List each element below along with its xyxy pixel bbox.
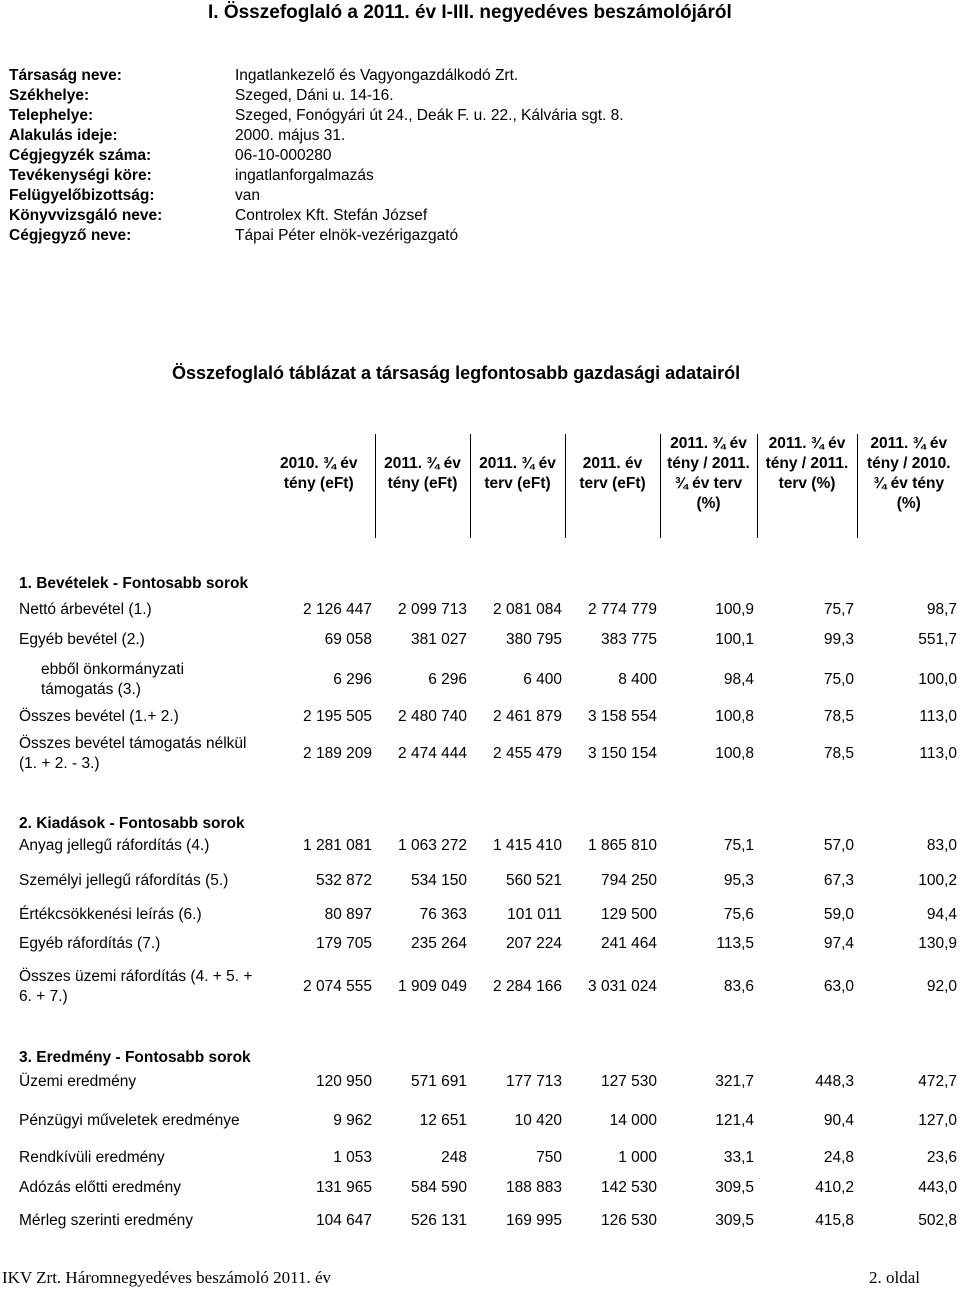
cell: 6 296: [428, 671, 467, 688]
cell: 415,8: [815, 1212, 854, 1229]
section-label: 1. Bevételek - Fontosabb sorok: [19, 575, 249, 592]
info-value: Ingatlankezelő és Vagyongazdálkodó Zrt.: [235, 67, 519, 84]
table-row: [16, 1146, 960, 1170]
cell: 92,0: [926, 978, 957, 995]
info-row: [9, 146, 624, 166]
page-title: I. Összefoglaló a 2011. év I-III. negyedéves beszámolójáról: [208, 2, 732, 23]
column-header: 2011. ¾ év tény / 2011. ¾ év terv (%): [660, 434, 757, 538]
cell: 526 131: [410, 1212, 467, 1229]
cell: 6 400: [523, 671, 562, 688]
column-header: 2011. ¾ év tény / 2010. ¾ év tény (%): [857, 434, 960, 538]
row-label: Összes bevétel (1.+ 2.): [19, 708, 179, 725]
cell: 130,9: [918, 935, 957, 952]
info-value: van: [235, 187, 260, 204]
cell: 113,5: [716, 935, 754, 952]
table-row: [16, 625, 960, 655]
column-header: 2011. ¾ év tény (eFt): [375, 434, 470, 538]
info-value: 2000. május 31.: [235, 127, 346, 144]
cell: 100,9: [715, 600, 754, 618]
column-header: 2010. ¾ év tény (eFt): [279, 455, 358, 492]
footer-page-number: 2. oldal: [869, 1268, 920, 1287]
cell: 551,7: [918, 631, 957, 648]
row-label: Összes üzemi ráfordítás (4. + 5. + 6. + 7.): [19, 968, 253, 1005]
info-row: [9, 126, 624, 146]
section-label: 2. Kiadások - Fontosabb sorok: [19, 815, 245, 832]
row-label: Pénzügyi műveletek eredménye: [19, 1112, 240, 1129]
cell: 75,0: [823, 671, 854, 688]
cell: 127,0: [918, 1112, 957, 1129]
info-label: Cégjegyző neve:: [9, 227, 132, 244]
info-label: Telephelye:: [9, 107, 94, 124]
header-row: [16, 434, 960, 538]
cell: 3 158 554: [588, 708, 657, 725]
cell: 23,6: [926, 1149, 957, 1166]
table-row: [16, 1170, 960, 1206]
cell: 100,8: [715, 708, 754, 725]
table-title: Összefoglaló táblázat a társaság legfontosabb gazdasági adatairól: [172, 363, 741, 383]
cell: 309,5: [715, 1179, 754, 1196]
cell: 1 063 272: [398, 837, 467, 854]
table-row: [16, 1206, 960, 1236]
cell: 1 865 810: [588, 837, 657, 854]
cell: 80 897: [324, 906, 372, 923]
info-row: [9, 86, 624, 106]
cell: 241 464: [600, 935, 657, 952]
cell: 177 713: [505, 1073, 562, 1090]
cell: 2 126 447: [303, 600, 372, 618]
table-row: [16, 594, 960, 625]
info-value: Szeged, Dáni u. 14-16.: [235, 87, 394, 104]
cell: 2 284 166: [493, 978, 562, 995]
cell: 571 691: [410, 1073, 467, 1090]
info-label: Alakulás ideje:: [9, 127, 118, 144]
cell: 90,4: [823, 1112, 854, 1129]
cell: 2 081 084: [493, 600, 562, 618]
info-label: Könyvvizsgáló neve:: [9, 207, 163, 224]
info-label: Tevékenységi köre:: [9, 167, 152, 184]
info-value: 06-10-000280: [235, 147, 332, 164]
info-row: [9, 106, 624, 126]
table-row: [16, 1096, 960, 1146]
info-row: [9, 166, 624, 186]
cell: 2 074 555: [303, 978, 372, 995]
row-label: Nettó árbevétel (1.): [19, 600, 152, 618]
cell: 179 705: [315, 935, 372, 952]
cell: 121,4: [715, 1112, 754, 1129]
cell: 14 000: [609, 1112, 657, 1129]
table-row: [16, 904, 960, 926]
cell: 502,8: [918, 1212, 957, 1229]
section-label: 3. Eredmény - Fontosabb sorok: [19, 1049, 251, 1066]
company-info: [9, 66, 624, 246]
cell: 2 195 505: [303, 708, 372, 725]
row-label: ebből önkormányzati támogatás (3.): [41, 661, 185, 698]
column-header: 2011. ¾ év terv (eFt): [470, 434, 565, 538]
column-header: 2011. ¾ év tény / 2011. terv (%): [757, 434, 857, 538]
info-value: Tápai Péter elnök-vezérigazgató: [235, 227, 459, 244]
cell: 2 189 209: [303, 745, 372, 762]
cell: 1 000: [618, 1149, 657, 1166]
cell: 1 909 049: [398, 978, 467, 995]
cell: 9 962: [333, 1112, 372, 1129]
cell: 443,0: [918, 1179, 957, 1196]
row-label: Egyéb bevétel (2.): [19, 631, 145, 648]
cell: 100,1: [715, 631, 754, 648]
cell: 383 775: [600, 631, 657, 648]
cell: 33,1: [723, 1149, 754, 1166]
cell: 75,1: [723, 837, 754, 854]
cell: 207 224: [505, 935, 562, 952]
cell: 131 965: [315, 1179, 372, 1196]
cell: 750: [536, 1149, 562, 1166]
cell: 3 150 154: [588, 745, 657, 762]
info-label: Felügyelőbizottság:: [9, 187, 155, 204]
cell: 95,3: [723, 872, 754, 889]
cell: 57,0: [823, 837, 854, 854]
cell: 75,7: [823, 600, 854, 618]
row-label: Üzemi eredmény: [19, 1073, 137, 1090]
cell: 2 480 740: [398, 708, 467, 725]
cell: 380 795: [505, 631, 562, 648]
cell: 99,3: [823, 631, 854, 648]
cell: 67,3: [823, 872, 854, 889]
cell: 94,4: [926, 906, 957, 923]
row-label: Anyag jellegű ráfordítás (4.): [19, 837, 210, 854]
summary-table: [16, 434, 960, 1236]
cell: 2 099 713: [398, 600, 467, 618]
cell: 120 950: [315, 1073, 372, 1090]
table-row: [16, 1068, 960, 1096]
cell: 69 058: [324, 631, 372, 648]
section-row: [16, 1012, 960, 1068]
cell: 472,7: [918, 1073, 957, 1090]
cell: 188 883: [505, 1179, 562, 1196]
table-row: [16, 705, 960, 729]
table-row: [16, 858, 960, 904]
cell: 83,6: [723, 978, 754, 995]
info-label: Székhelye:: [9, 87, 90, 104]
info-row: [9, 186, 624, 206]
cell: 584 590: [410, 1179, 467, 1196]
section-row: [16, 779, 960, 834]
cell: 142 530: [600, 1179, 657, 1196]
cell: 83,0: [926, 837, 957, 854]
cell: 794 250: [600, 872, 657, 889]
section-row: [16, 538, 960, 594]
cell: 100,8: [715, 745, 754, 762]
row-label: Mérleg szerinti eredmény: [19, 1212, 194, 1229]
row-label: Értékcsökkenési leírás (6.): [19, 906, 202, 923]
row-label: Rendkívüli eredmény: [19, 1149, 165, 1166]
cell: 97,4: [823, 935, 854, 952]
info-row: [9, 226, 624, 246]
cell: 2 461 879: [493, 708, 562, 725]
cell: 560 521: [505, 872, 562, 889]
cell: 1 415 410: [493, 837, 562, 854]
cell: 126 530: [600, 1212, 657, 1229]
table-row: [16, 834, 960, 858]
cell: 448,3: [815, 1073, 854, 1090]
row-label: Egyéb ráfordítás (7.): [19, 935, 161, 952]
row-label: Összes bevétel támogatás nélkül (1. + 2. - 3.): [19, 735, 247, 772]
cell: 10 420: [514, 1112, 562, 1129]
cell: 104 647: [315, 1212, 372, 1229]
cell: 75,6: [723, 906, 754, 923]
cell: 78,5: [823, 708, 854, 725]
info-value: Controlex Kft. Stefán József: [235, 207, 428, 224]
cell: 98,4: [723, 671, 754, 688]
cell: 410,2: [815, 1179, 854, 1196]
info-row: [9, 206, 624, 226]
table-row: [16, 655, 960, 705]
cell: 100,2: [918, 872, 957, 889]
cell: 1 053: [333, 1149, 372, 1166]
cell: 127 530: [600, 1073, 657, 1090]
cell: 169 995: [505, 1212, 562, 1229]
cell: 2 774 779: [588, 600, 657, 618]
table-row: [16, 926, 960, 962]
cell: 12 651: [419, 1112, 467, 1129]
cell: 309,5: [715, 1212, 754, 1229]
cell: 2 455 479: [493, 745, 562, 762]
cell: 2 474 444: [398, 745, 467, 762]
row-label: Adózás előtti eredmény: [19, 1179, 181, 1196]
cell: 98,7: [926, 600, 957, 618]
footer-left: IKV Zrt. Háromnegyedéves beszámoló 2011. év: [2, 1268, 332, 1287]
cell: 113,0: [919, 745, 957, 762]
cell: 3 031 024: [588, 978, 657, 995]
info-value: Szeged, Fonógyári út 24., Deák F. u. 22., Kálvária sgt. 8.: [235, 107, 624, 124]
table-row: [16, 962, 960, 1012]
cell: 24,8: [823, 1149, 854, 1166]
cell: 100,0: [918, 671, 957, 688]
cell: 63,0: [823, 978, 854, 995]
info-row: [9, 66, 624, 86]
info-value: ingatlanforgalmazás: [235, 167, 374, 184]
cell: 532 872: [315, 872, 372, 889]
cell: 59,0: [823, 906, 854, 923]
cell: 101 011: [507, 906, 562, 923]
cell: 1 281 081: [303, 837, 372, 854]
cell: 129 500: [600, 906, 657, 923]
column-header: 2011. év terv (eFt): [565, 434, 660, 538]
cell: 248: [441, 1149, 467, 1166]
cell: 6 296: [333, 671, 372, 688]
cell: 76 363: [419, 906, 467, 923]
cell: 321,7: [715, 1073, 754, 1090]
info-label: Társaság neve:: [9, 67, 122, 84]
cell: 78,5: [823, 745, 854, 762]
cell: 113,0: [919, 708, 957, 725]
cell: 235 264: [410, 935, 467, 952]
cell: 381 027: [410, 631, 467, 648]
row-label: Személyi jellegű ráfordítás (5.): [19, 872, 229, 889]
table-row: [16, 729, 960, 779]
info-label: Cégjegyzék száma:: [9, 147, 152, 164]
cell: 534 150: [410, 872, 467, 889]
cell: 8 400: [618, 671, 657, 688]
